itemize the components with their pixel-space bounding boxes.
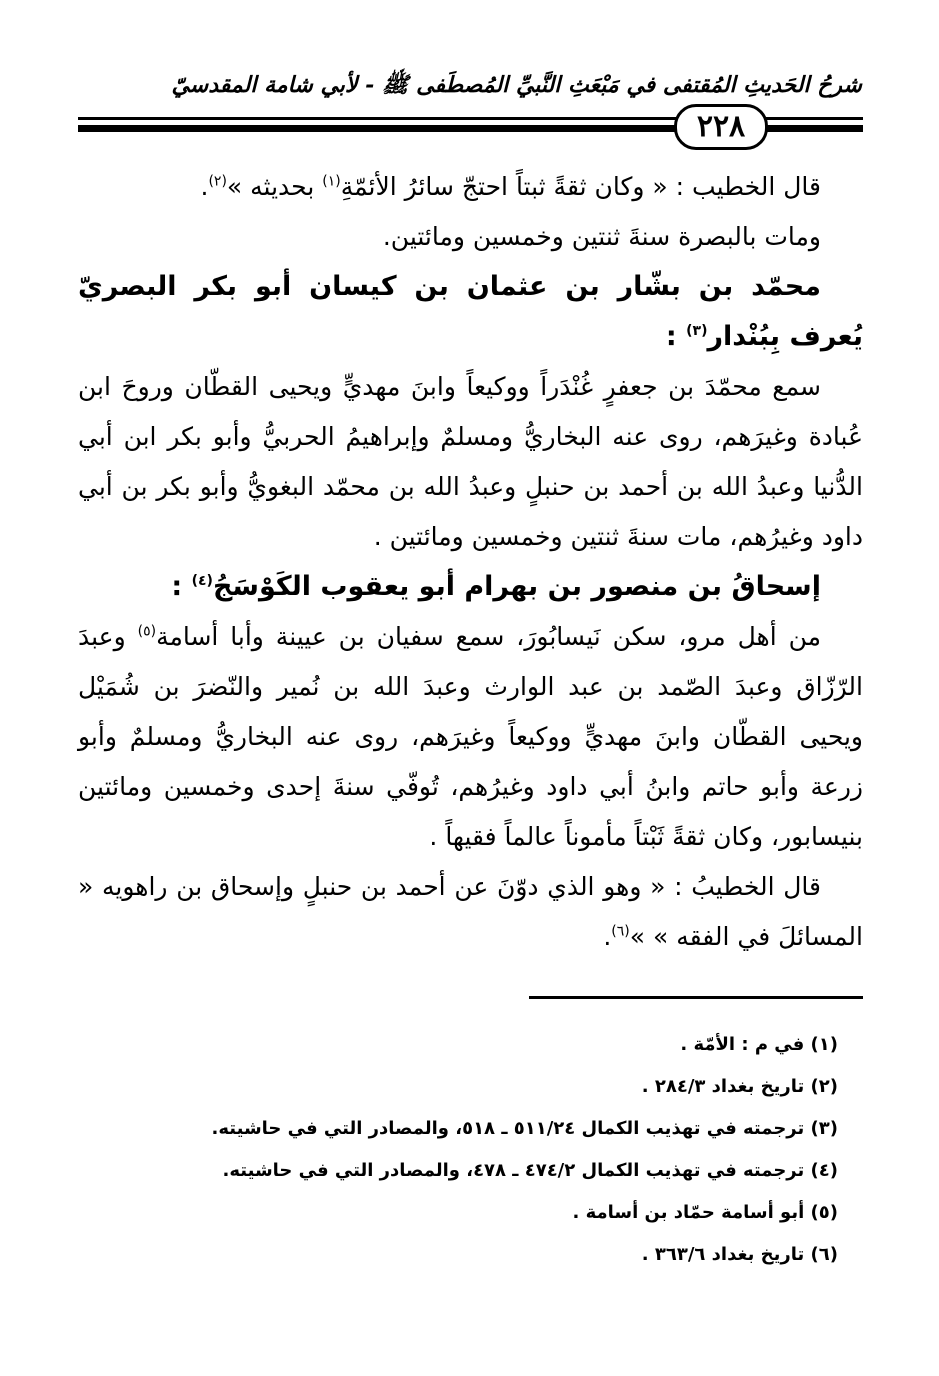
heading-kawsaj: إسحاقُ بن منصور بن بهرام أبو يعقوب الكَوْسَجُ$^{(٤)}$ :	[171, 571, 821, 602]
running-header: شرحُ الحَديثِ المُقتفى في مَبْعَثِ النَّبيِّ المُصطَفى ﷺ - لأبي شامة المقدسيّ	[171, 72, 862, 98]
footnote-2: (٢) تاريخ بغداد ٢٨٤/٣ .	[641, 1076, 838, 1097]
footnote-5: (٥) أبو أسامة حمّاد بن أسامة .	[572, 1202, 838, 1223]
footnote-ref-1: (١)	[322, 173, 341, 190]
footnote-ref-2: (٢)	[208, 173, 227, 190]
heading-bundar: محمّد بن بشّار بن عثمان بن كيسان أبو بكر البصريّ يُعرف بِبُنْدار$^{(٣)}$ :	[78, 271, 863, 352]
paragraph-khatib-quote-2: قال الخطيبُ : « وهو الذي دوّنَ عن أحمد بن حنبلٍ وإسحاق بن راهويه « المسائلَ في الفقه » »$^{(٦)}$.	[78, 872, 863, 951]
footnote-ref-6: (٦)	[611, 923, 630, 940]
footnote-ref-3: (٣)	[686, 323, 708, 339]
footnote-6: (٦) تاريخ بغداد ٣٦٣/٦ .	[641, 1244, 838, 1265]
paragraph-death-basra: ومات بالبصرة سنةَ ثنتين وخمسين ومائتين.	[382, 222, 821, 251]
footnotes	[78, 1024, 838, 1276]
footnote-3: (٣) ترجمته في تهذيب الكمال ٥١١/٢٤ ـ ٥١٨، والمصادر التي في حاشيته.	[211, 1118, 838, 1139]
footnote-4: (٤) ترجمته في تهذيب الكمال ٤٧٤/٢ ـ ٤٧٨، والمصادر التي في حاشيته.	[222, 1160, 838, 1181]
footnote-ref-5: (٥)	[137, 623, 157, 640]
footnote-separator	[529, 996, 863, 999]
main-text	[78, 162, 863, 962]
paragraph-kawsaj-bio: من أهل مرو، سكن نَيسابُورَ، سمع سفيان بن عيينة وأبا أسامة$^{(٥)}$ وعبدَ الرّزّاق وعبدَ الصّمد بن عبد الوارث وعبدَ الله بن نُمير والنّضرَ بن شُمَيْل ويحيى القطّان وابنَ مهديٍّ ووكيعاً وغيرَهم، روى عنه البخاريُّ ومسلمٌ وأبو زرعة وأبو حاتم وابنُ أبي داود وغيرُهم، تُوفّي سنةَ إحدى وخمسين ومائتين بنيسابور، وكان ثقةً ثَبْتاً مأموناً عالماً فقيهاً .	[78, 622, 863, 851]
footnote-ref-4: (٤)	[191, 573, 213, 589]
paragraph-khatib-quote-1: قال الخطيب : « وكان ثقةً ثبتاً احتجّ سائرُ الأئمّةِ$^{(١)}$ بحديثه »$^{(٢)}$.	[200, 172, 821, 201]
footnote-1: (١) في م : الأمّة .	[680, 1034, 838, 1055]
page-number: ٢٢٨	[674, 104, 768, 150]
paragraph-bundar-bio: سمع محمّدَ بن جعفرٍ غُنْدَراً ووكيعاً وابنَ مهديٍّ ويحيى القطّان وروحَ ابن عُبادة وغيرَهم، روى عنه البخاريُّ ومسلمٌ وإبراهيمُ الحربيُّ وأبو بكر ابن أبي الدُّنيا وعبدُ الله بن أحمد بن حنبلٍ وعبدُ الله بن محمّد البغويُّ وأبو بكر بن أبي داود وغيرُهم، مات سنةَ ثنتين وخمسين ومائتين .	[78, 372, 863, 551]
